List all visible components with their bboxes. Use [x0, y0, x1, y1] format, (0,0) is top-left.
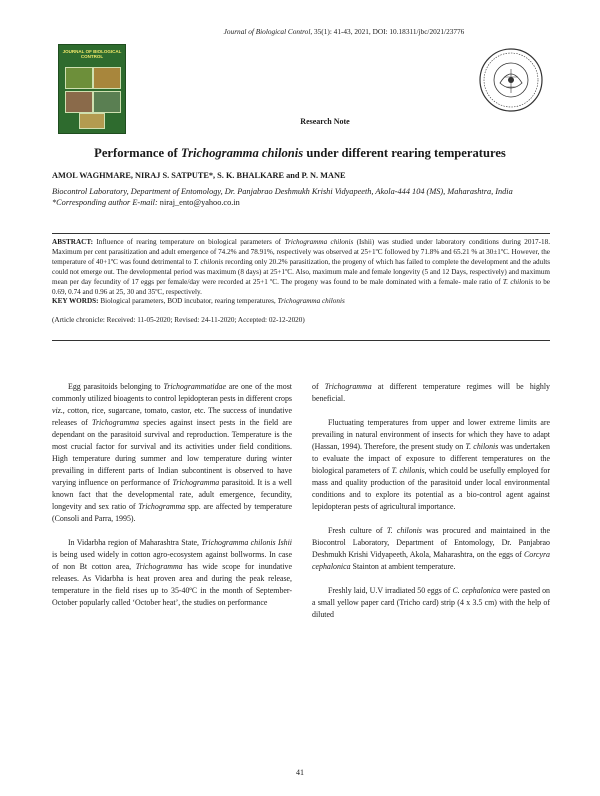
body-column-right — [312, 381, 550, 621]
corresponding-email[interactable]: niraj_ento@yahoo.co.in — [159, 198, 240, 207]
body-paragraph: Freshly laid, U.V irradiated 50 eggs of C. cephalonica were pasted on a small yellow paper card (Tricho card) strip (4 x 3.5 cm) with the help of diluted — [312, 586, 550, 619]
page-number: 41 — [296, 768, 304, 777]
body-column-left — [52, 381, 292, 609]
cover-photo — [79, 113, 105, 129]
divider-top — [52, 233, 550, 234]
journal-name: Journal of Biological Control — [223, 27, 311, 36]
journal-citation: , 35(1): 41-43, 2021, DOI: 10.18311/jbc/2021/23776 — [310, 27, 465, 36]
article-chronicle: (Article chronicle: Received: 11-05-2020; Revised: 24-11-2020; Accepted: 02-12-2020) — [52, 316, 305, 324]
body-paragraph: Fresh culture of T. chilonis was procured and maintained in the Biocontrol Laboratory, Department of Entomology, Dr. Panjabrao Deshmukh Krishi Vidyapeeth, Akola, Maharashtra, on the eggs of Corcyra cephalonica Stainton at ambient temperature. — [312, 526, 550, 571]
affiliation: Biocontrol Laboratory, Department of Entomology, Dr. Panjabrao Deshmukh Krishi Vidyapeeth, Akola-444 104 (MS), Maharashtra, India *Corresponding author E-mail: niraj_ento@yahoo.co.in — [52, 187, 513, 207]
abstract-label: ABSTRACT: — [52, 238, 94, 246]
body-paragraph: Egg parasitoids belonging to Trichogrammatidae are one of the most commonly utilized bioagents to control lepidopteran pests in different crops viz., cotton, rice, sugarcane, tomato, castor, etc. The success of inundative releases of Trichogramma species against insect pests in the field are dependant on the parasitoid survival and reproduction. Temperature is the most crucial factor for survival and its activities under field conditions. High temperature during summer and low temperature during winter prevailing in different parts of Indian subcontinent is observed to have varying influence on performance of Trichogramma parasitoid. It is a well known fact that the developmental rate, adult emergence, fecundity, longevity and sex ratio of Trichogramma spp. are affected by temperature (Consoli and Parra, 1995). — [52, 382, 293, 523]
journal-cover-image — [58, 44, 126, 134]
keywords-label: KEY WORDS: — [52, 297, 99, 305]
body-paragraph: of Trichogramma at different temperature regimes will be highly beneficial. — [312, 382, 550, 403]
cover-photo — [93, 91, 121, 113]
society-seal-icon — [478, 47, 544, 113]
body-paragraph: Fluctuating temperatures from upper and lower extreme limits are prevailing in natural environment of insects for which they have to adapt (Hassan, 1994). Therefore, the present study on T. chilonis was undertaken to evaluate the impact of exposure to different temperatures on the biological parameters of T. chilonis, which could be usefully employed for mass and quality production of the parasitoid under local environmental conditions and to explore its potential as a bio-control agent against lepidopteran pests of agricultural importance. — [312, 418, 550, 511]
cover-photo — [65, 91, 93, 113]
cover-photo — [65, 67, 93, 89]
corresponding-label: *Corresponding author E-mail: — [52, 198, 160, 207]
cover-title: JOURNAL OF BIOLOGICAL CONTROL — [62, 49, 122, 59]
article-title: Performance of Trichogramma chilonis under different rearing temperatures — [94, 146, 506, 160]
keywords: KEY WORDS: Biological parameters, BOD incubator, rearing temperatures, Trichogramma chilonis — [52, 297, 345, 305]
journal-reference — [100, 27, 588, 36]
author-list: AMOL WAGHMARE, NIRAJ S. SATPUTE*, S. K. BHALKARE and P. N. MANE — [52, 171, 346, 180]
body-paragraph: In Vidarbha region of Maharashtra State, Trichogramma chilonis Ishii is being used widely in cotton agro-ecosystem against bollworms. In case of non Bt cotton area, Trichogramma has wide scope for inundative releases. As Vidarbha is heat proven area and during the peak release, temperature in the field rises up to 35-40ºC in the month of September-October popularly called ‘October heat’, the studies on performance — [52, 538, 292, 607]
section-label: Research Note — [300, 117, 350, 126]
cover-photo — [93, 67, 121, 89]
divider-bottom — [52, 340, 550, 341]
abstract: ABSTRACT: Influence of rearing temperature on biological parameters of Trichogramma chilonis (Ishii) was studied under laboratory conditions during 2017-18. Maximum per cent parasitization and adult emergence of 74.2% and 78.91%, respectively was observed at 25+1ºC followed by 71.8% and 65.21 % at 30±1ºC. However, the temperature of 40+1ºC was found detrimental to T. chilonis recording only 20.2% parasitization, the progeny of which has failed to complete the development and the adults could not emerge out. The developmental period was maximum (8 days) at 25+1ºC. Also, maximum male and female longevity (5 and 12 Days, respectively) and maximum mean per day fecundity of 17 eggs per female/day were recorded at 25+1 ºC. The progeny was found to be male dominated with a female- male ratio of T. chilonis to be 0.69, 0.74 and 0.96 at 25, 30 and 35ºC, respectively. — [52, 238, 550, 296]
title-species: Trichogramma chilonis — [180, 146, 304, 160]
